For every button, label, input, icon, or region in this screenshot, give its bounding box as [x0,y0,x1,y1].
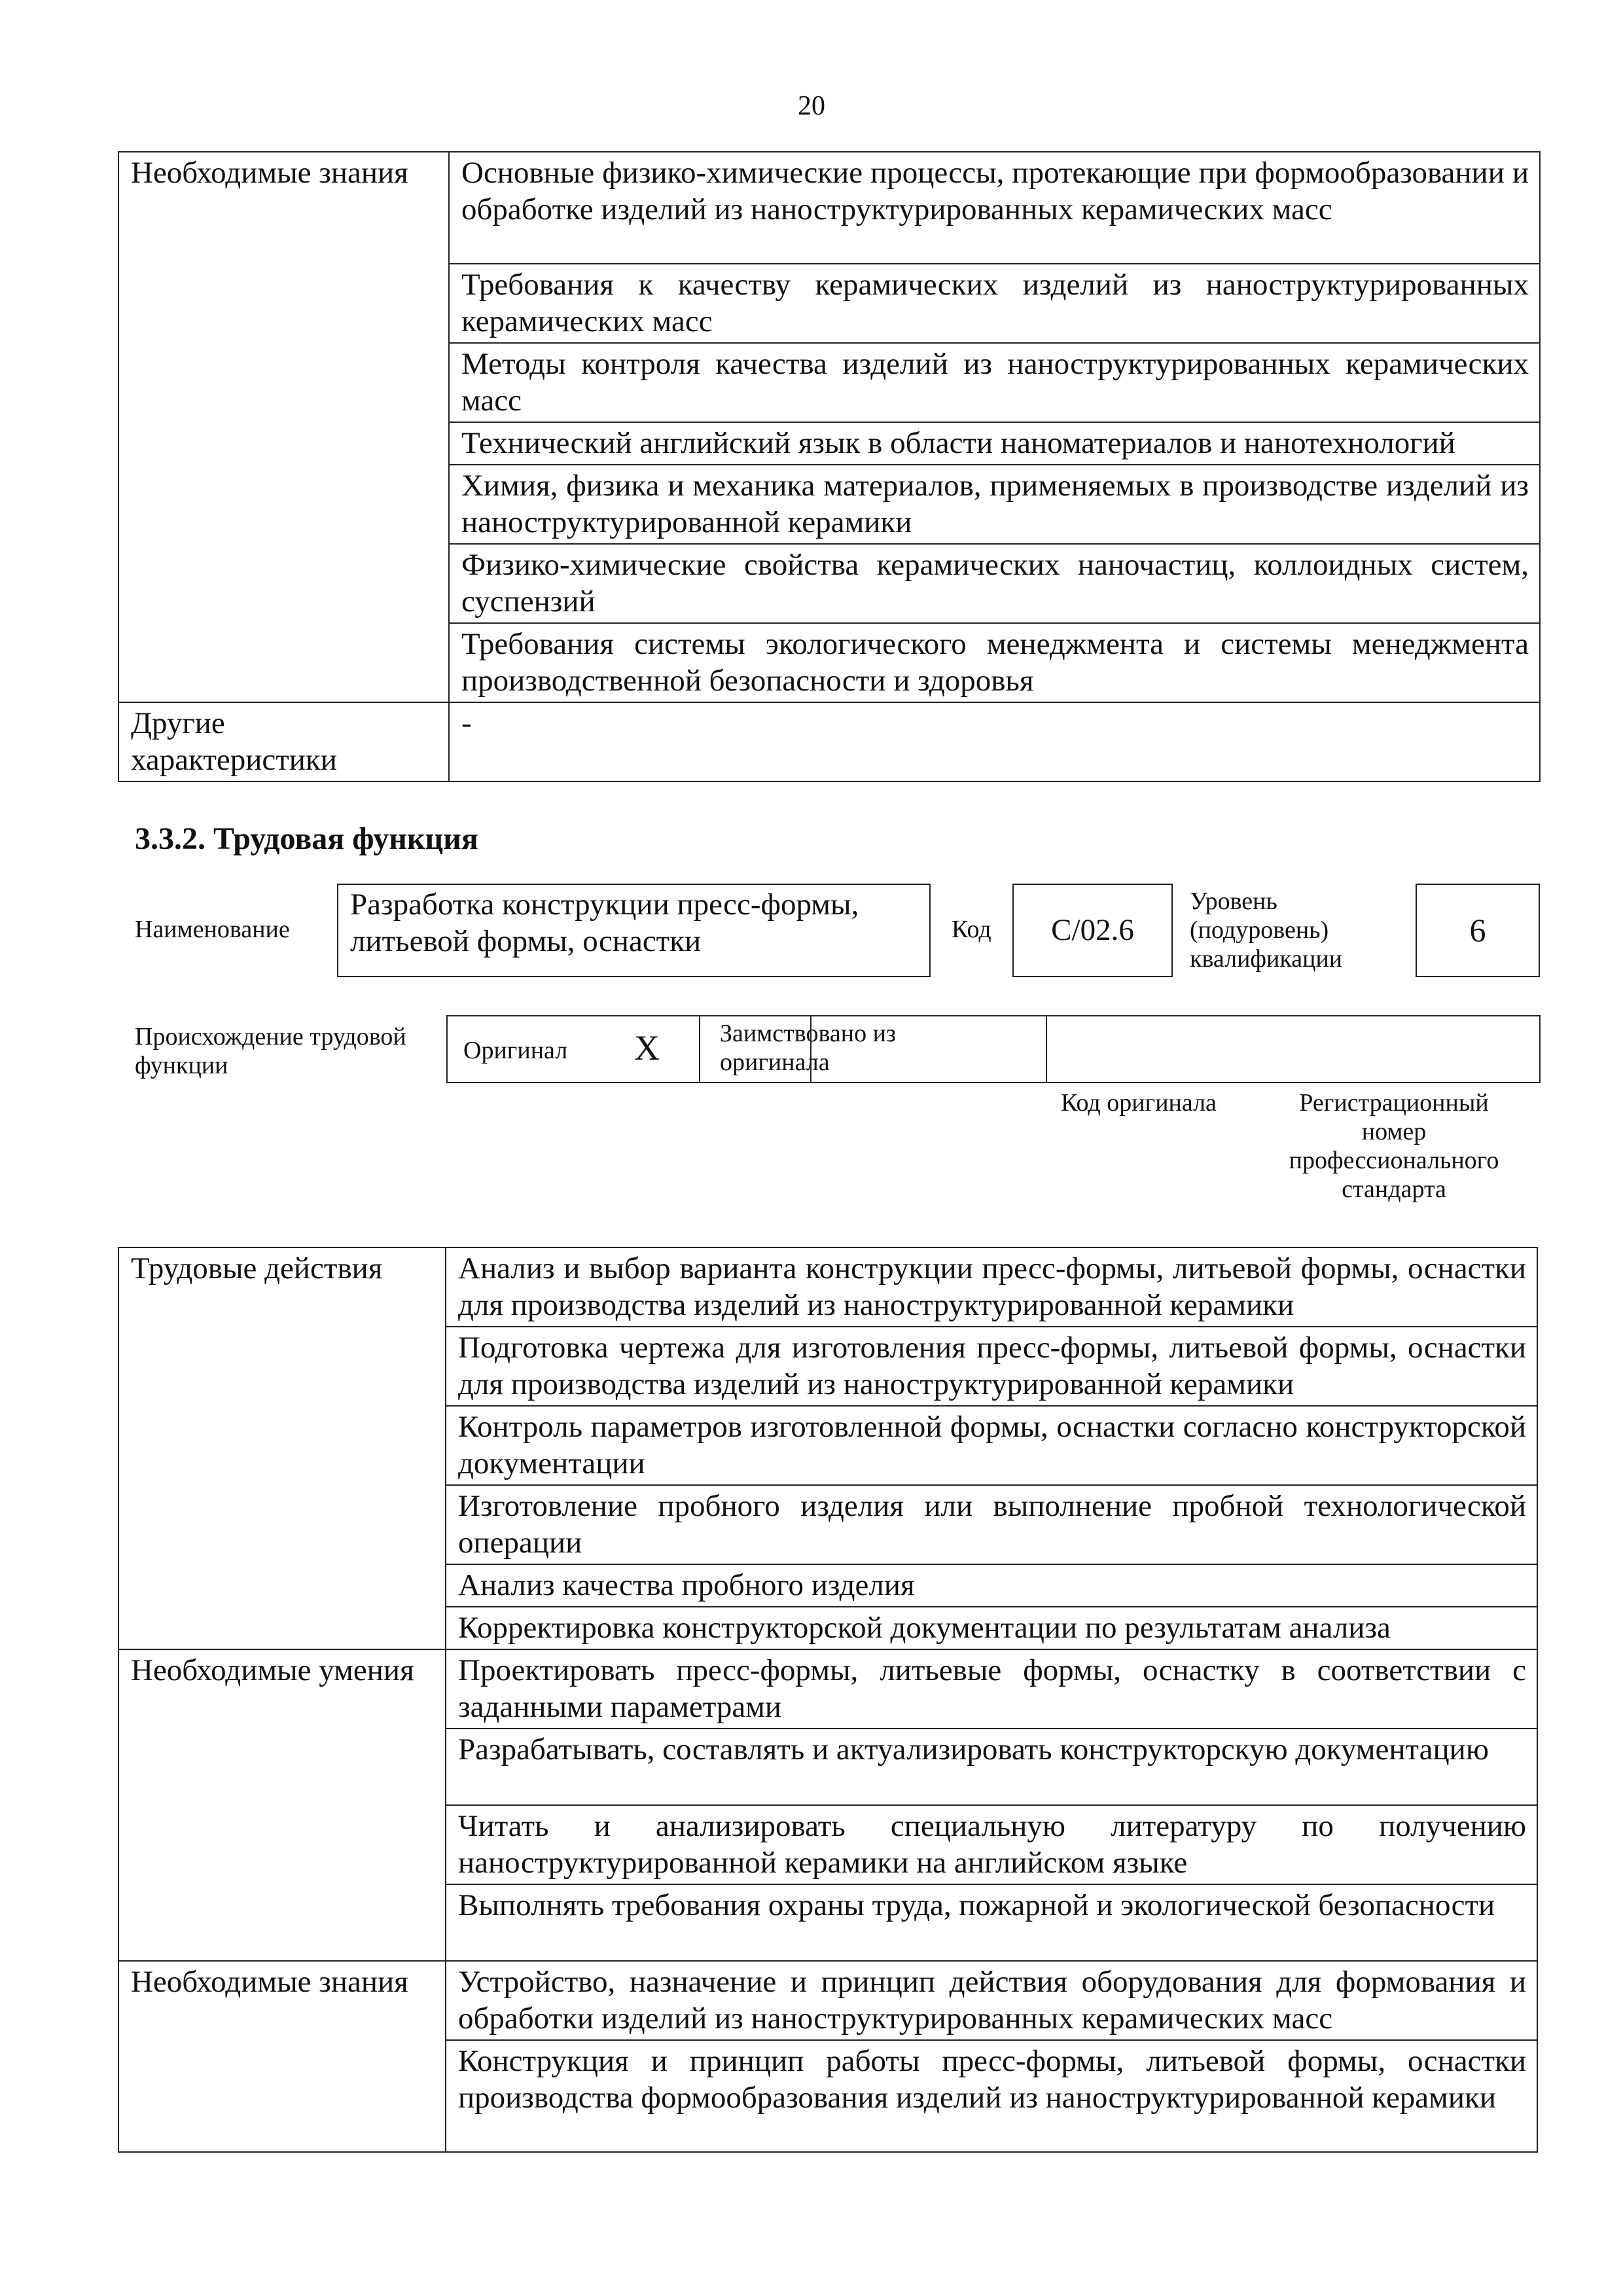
table-cell: Анализ и выбор варианта конструкции пресс-формы, литьевой формы, оснастки для производства изделий из наноструктурированной керамики [446,1247,1537,1327]
table-cell: Химия, физика и механика материалов, применяемых в производстве изделий из наноструктурированной керамики [449,465,1540,544]
table-cell: Проектировать пресс-формы, литьевые формы, оснастку в соответствии с заданными параметрами [446,1649,1537,1729]
borrowed-label: Заимствовано из оригинала [720,1020,896,1076]
table-cell: Конструкция и принцип работы пресс-формы, литьевой формы, оснастки производства формообразования изделий из наноструктурированной керамики [446,2040,1537,2152]
table-cell: Читать и анализировать специальную литературу по получению наноструктурированной керамики на английском языке [446,1805,1537,1884]
page-number: 20 [798,91,825,121]
original-cell [446,1015,700,1083]
name-label: Наименование [135,916,290,943]
reg-number-cell [1046,1015,1541,1083]
table-cell: Анализ качества пробного изделия [446,1564,1537,1607]
table-cell: Контроль параметров изготовленной формы, оснастки согласно конструкторской документации [446,1406,1537,1485]
table-cell: Выполнять требования охраны труда, пожарной и экологической безопасности [446,1884,1537,1961]
origin-row [446,1015,1541,1083]
row-label: Необходимые знания [118,152,449,702]
table-row [118,702,1540,781]
table-cell: Разрабатывать, составлять и актуализировать конструкторскую документацию [446,1729,1537,1805]
table-cell: - [449,702,1540,781]
table-cell: Технический английский язык в области наноматериалов и нанотехнологий [449,422,1540,465]
table-cell: Основные физико-химические процессы, протекающие при формообразовании и обработке изделий из наноструктурированных керамических масс [449,152,1540,264]
row-label: Необходимые умения [118,1649,446,1961]
row-label: Трудовые действия [118,1247,446,1649]
reg-number-caption: Регистрационный номер профессионального стандарта [1289,1089,1499,1203]
section-heading: 3.3.2. Трудовая функция [135,821,478,856]
labor-function-table [118,1247,1538,2153]
table-row [118,1649,1537,1729]
table-cell: Устройство, назначение и принцип действия оборудования для формования и обработки изделий из наноструктурированных керамических масс [446,1961,1537,2040]
qualification-level-label: Уровень (подуровень) квалификации [1190,888,1343,973]
function-code-field: C/02.6 [1012,884,1173,977]
table-row [118,1961,1537,2040]
original-code-caption: Код оригинала [1061,1089,1217,1117]
table-row [118,1247,1537,1327]
knowledge-table-body [118,152,1540,781]
row-label: Другие характеристики [118,702,449,781]
qualification-level-field: 6 [1416,884,1540,977]
origin-label: Происхождение трудовой функции [135,1023,406,1079]
table-cell: Физико-химические свойства керамических наночастиц, коллоидных систем, суспензий [449,544,1540,623]
original-label: Оригинал [463,1037,568,1064]
row-label: Необходимые знания [118,1961,446,2152]
original-mark: X [634,1028,660,1067]
table-cell: Корректировка конструкторской документации по результатам анализа [446,1607,1537,1649]
table-row [118,152,1540,264]
code-label: Код [952,916,991,943]
knowledge-table [118,151,1541,782]
labor-function-table-body [118,1247,1537,2152]
table-cell: Требования системы экологического менеджмента и системы менеджмента производственной безопасности и здоровья [449,623,1540,702]
table-cell: Изготовление пробного изделия или выполнение пробной технологической операции [446,1485,1537,1564]
table-cell: Методы контроля качества изделий из наноструктурированных керамических масс [449,343,1540,422]
function-name-field: Разработка конструкции пресс-формы, литьевой формы, оснастки [337,884,931,977]
table-cell: Требования к качеству керамических изделий из наноструктурированных керамических масс [449,264,1540,343]
table-cell: Подготовка чертежа для изготовления пресс-формы, литьевой формы, оснастки для производства изделий из наноструктурированной керамики [446,1327,1537,1406]
